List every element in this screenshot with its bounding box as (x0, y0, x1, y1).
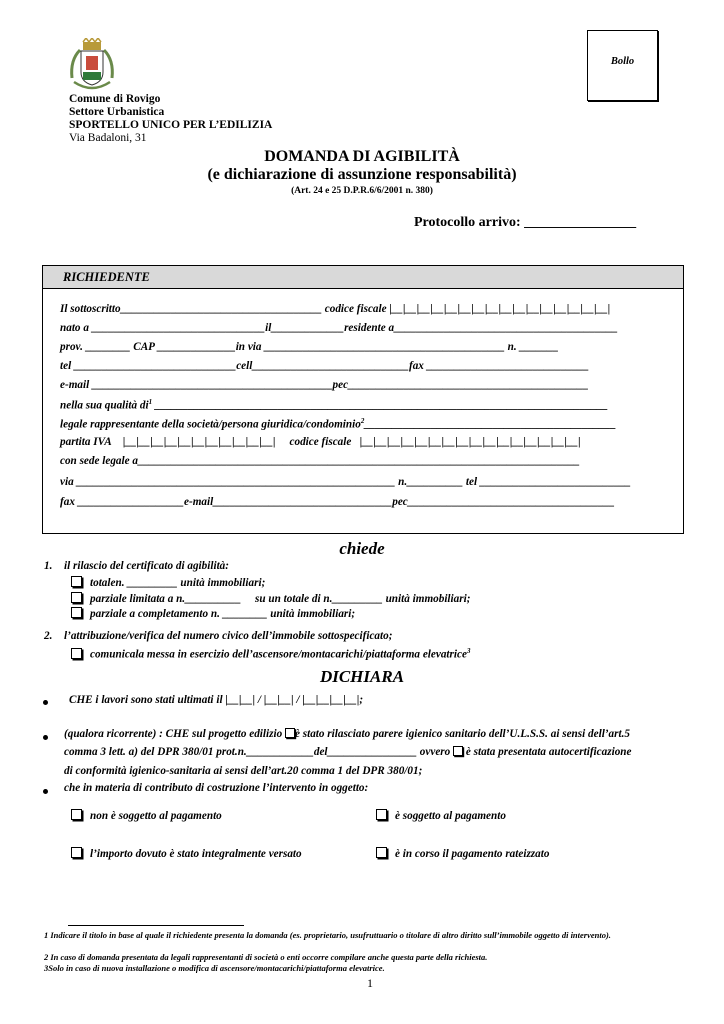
bullet-icon (43, 700, 48, 705)
dichiara-contributo: che in materia di contributo di costruzione l’intervento in oggetto: (64, 782, 369, 794)
header-line-1: Comune di Rovigo (69, 93, 161, 105)
chiede-item-1: il rilascio del certificato di agibilità: (64, 560, 229, 572)
option-soggetto[interactable]: è soggetto al pagamento (376, 809, 506, 822)
option-totale[interactable]: totalen. _________ unità immobiliari; (71, 576, 265, 589)
checkbox-icon[interactable] (285, 728, 295, 738)
form-row-qualita[interactable]: nella sua qualità $di^1$ _________________________________________________________________________________ (60, 398, 608, 412)
bollo-label: Bollo (610, 56, 635, 67)
bullet-icon (43, 789, 48, 794)
bollo-box (587, 30, 658, 101)
checkbox-icon[interactable] (376, 847, 387, 858)
checkbox-icon[interactable] (71, 592, 82, 603)
form-row-legale-rappresentante[interactable]: legale rappresentante della società/persona giuridica/condominio$^2$_____________________________________________ (60, 417, 617, 431)
page-number: 1 (367, 976, 373, 990)
chiede-item-2: l’attribuzione/verifica del numero civico dell’immobile sottospecificato; (64, 630, 393, 642)
form-row-partita-iva[interactable]: partita IVA |__|__|__|__|__|__|__|__|__|__|__| codice fiscale |__|__|__|__|__|__|__|__|__|__|__|__|__|__|__|__| (60, 436, 581, 448)
header-line-4: Via Badaloni, 31 (69, 132, 147, 144)
checkbox-icon[interactable] (71, 607, 82, 618)
richiedente-title: RICHIEDENTE (63, 270, 150, 284)
checkbox-icon[interactable] (376, 809, 387, 820)
dichiara-parere-line-2[interactable]: comma 3 lett. a) del DPR 380/01 prot.n.____________del________________ ovvero è stata presentata autocertificazione (64, 746, 632, 758)
dichiara-heading: DICHIARA (319, 667, 405, 686)
checkbox-icon[interactable] (71, 576, 82, 587)
option-non-soggetto[interactable]: non è soggetto al pagamento (71, 809, 222, 822)
option-parziale-limitata[interactable]: parziale limitata a n.__________ su un totale di n._________ unità immobiliari; (71, 592, 470, 605)
footnote-3: 3Solo in caso di nuova installazione o modifica di ascensore/montacarichi/piattaforma elevatrice. (44, 963, 385, 973)
chiede-item-1-number: 1. (44, 560, 53, 572)
checkbox-icon[interactable] (71, 809, 82, 820)
dichiara-parere-line-3: di conformità igienico-sanitaria ai sensi dell’art.20 comma 1 del DPR 380/01; (64, 765, 423, 777)
dichiara-parere-igienico[interactable]: (qualora ricorrente) : CHE sul progetto edilizio è stato rilasciato parere igienico sanitario dell’U.L.S.S. ai sensi dell’art.5 (64, 728, 630, 740)
chiede-item-2-number: 2. (44, 630, 53, 642)
bullet-icon (43, 735, 48, 740)
chiede-heading: chiede (339, 539, 385, 558)
option-rateizzato[interactable]: è in corso il pagamento rateizzato (376, 847, 549, 860)
dichiara-ultimazione-lavori[interactable]: CHE i lavori sono stati ultimati il |__|__| / |__|__| / |__|__|__|__|; (69, 694, 364, 706)
footnote-separator (68, 925, 244, 926)
form-row-sottoscritto[interactable]: Il sottoscritto____________________________________ codice fiscale |__|__|__|__|__|__|__|__|__|__|__|__|__|__|__|__| (60, 303, 611, 315)
legal-reference: (Art. 24 e 25 D.P.R.6/6/2001 n. 380) (291, 186, 433, 196)
option-parziale-completamento[interactable]: parziale a completamento n. ________ unità immobiliari; (71, 607, 355, 620)
footnote-1: 1 Indicare il titolo in base al quale il richiedente presenta la domanda (es. proprietario, usufruttuario o titolare di altro diritto sull’immobile oggetto di intervento). (44, 930, 611, 940)
form-row-sede-legale[interactable]: con sede legale a_______________________________________________________________________________ (60, 455, 580, 467)
page-subtitle: (e dichiarazione di assunzione responsabilità) (207, 166, 517, 183)
form-row-nascita[interactable]: nato a _______________________________il_____________residente a________________________________________ (60, 322, 618, 334)
footnote-2: 2 In caso di domanda presentata da legali rappresentanti di società o enti occorre compilare anche questa parte della richiesta. (44, 952, 488, 962)
option-ascensore[interactable]: comunicala messa in esercizio dell’ascensore/montacarichi/piattaforma elevatrice$^3$ (71, 647, 470, 661)
header-line-3: SPORTELLO UNICO PER L’EDILIZIA (69, 119, 273, 131)
page-title: DOMANDA DI AGIBILITÀ (264, 148, 460, 165)
option-versato[interactable]: l’importo dovuto è stato integralmente versato (71, 847, 302, 860)
richiedente-header (43, 266, 683, 289)
form-row-email[interactable]: e-mail ___________________________________________pec___________________________________________ (60, 379, 589, 391)
coat-of-arms-logo (68, 38, 116, 94)
form-row-contatti[interactable]: tel _____________________________cell____________________________fax _____________________________ (60, 360, 589, 372)
form-row-indirizzo[interactable]: prov. ________ CAP ______________in via ___________________________________________ n. _______ (60, 341, 559, 353)
checkbox-icon[interactable] (71, 847, 82, 858)
protocol-field[interactable]: Protocollo arrivo: ________________ (414, 215, 637, 230)
form-row-fax-email[interactable]: fax ___________________e-mail________________________________pec_____________________________________ (60, 496, 615, 508)
checkbox-icon[interactable] (453, 746, 463, 756)
checkbox-icon[interactable] (71, 648, 82, 659)
header-line-2: Settore Urbanistica (69, 106, 165, 118)
form-row-via[interactable]: via _________________________________________________________ n.__________ tel ___________________________ (60, 476, 631, 488)
